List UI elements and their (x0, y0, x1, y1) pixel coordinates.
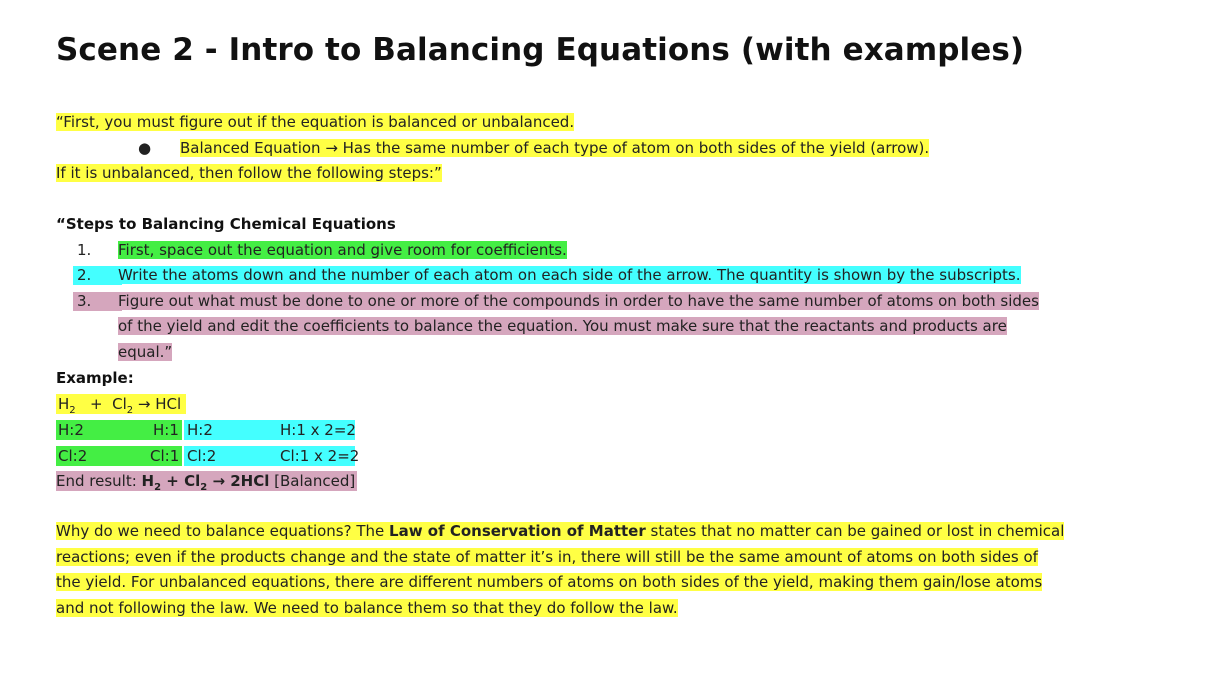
result-suffix: [Balanced] (269, 472, 356, 490)
law-line-2 (56, 548, 1038, 567)
row1-c: H:2 (187, 421, 213, 439)
result-cl-sub: 2 (200, 482, 208, 493)
result-prefix: End result: (56, 472, 142, 490)
intro-line-3 (56, 164, 442, 183)
step-3-number: 3. (73, 292, 122, 311)
row1-a: H:2 (58, 421, 84, 439)
example-label: Example: (56, 369, 134, 387)
intro-text-1: “First, you must figure out if the equation is balanced or unbalanced. (56, 113, 575, 131)
row1-d: H:1 x 2=2 (280, 421, 356, 439)
example-row-1 (56, 420, 355, 440)
eq-arrow-product: → HCl (137, 395, 182, 413)
eq-h-sub: 2 (69, 405, 76, 416)
example-row-2 (56, 446, 360, 466)
row1-b: H:1 (153, 421, 179, 439)
step-3-text-2: of the yield and edit the coefficients to balance the equation. You must make sure that the reactants and products are (118, 317, 1007, 335)
step-1 (118, 241, 567, 260)
intro-bullet-text: Balanced Equation → Has the same number of each type of atom on both sides of the yield (arrow). (180, 139, 930, 157)
result-plus-cl: + Cl (161, 472, 201, 490)
intro-text-3: If it is unbalanced, then follow the following steps:” (56, 164, 442, 182)
law-name: Law of Conservation of Matter (389, 522, 646, 540)
law-line-1 (56, 522, 1064, 541)
row2-a: Cl:2 (58, 447, 88, 465)
eq-cl: Cl (112, 395, 127, 413)
eq-cl-sub: 2 (126, 405, 134, 416)
example-result (56, 471, 357, 491)
intro-line-1 (56, 113, 574, 132)
result-h-sub: 2 (154, 482, 162, 493)
row2-b: Cl:1 (150, 447, 180, 465)
eq-plus: + (89, 395, 103, 413)
step-2 (118, 266, 1021, 285)
law-question: Why do we need to balance equations? The (56, 522, 390, 540)
law-text-4: and not following the law. We need to balance them so that they do follow the law. (56, 599, 678, 617)
row1-right (184, 420, 355, 440)
law-line-4 (56, 599, 678, 618)
row2-d: Cl:1 x 2=2 (280, 447, 360, 465)
step-2-number: 2. (73, 266, 122, 285)
row2-left (56, 446, 182, 466)
intro-bullet (180, 139, 929, 158)
result-arrow: → 2HCl (207, 472, 270, 490)
step-1-number: 1. (77, 241, 92, 259)
law-line-3 (56, 573, 1042, 592)
example-equation (56, 394, 186, 414)
law-text-3: the yield. For unbalanced equations, there are different numbers of atoms on both sides of the yield, making them gain/lose atoms (56, 573, 1043, 591)
result-h: H (141, 472, 155, 490)
step-3-line-1 (118, 292, 1039, 311)
step-3-text-3: equal.” (118, 343, 173, 361)
steps-heading: “Steps to Balancing Chemical Equations (56, 215, 396, 233)
step-3-line-3 (118, 343, 172, 362)
row2-right (184, 446, 360, 466)
eq-h: H (58, 395, 70, 413)
step-1-text: First, space out the equation and give room for coefficients. (118, 241, 567, 259)
step-3-text-1: Figure out what must be done to one or more of the compounds in order to have the same number of atoms on both sides (118, 292, 1039, 310)
step-3-line-2 (118, 317, 1007, 336)
law-text-2: reactions; even if the products change and the state of matter it’s in, there will still be the same amount of atoms on both sides of (56, 548, 1038, 566)
row1-left (56, 420, 182, 440)
page-title: Scene 2 - Intro to Balancing Equations (with examples) (56, 32, 1025, 68)
step-2-text: Write the atoms down and the number of each atom on each side of the arrow. The quantity is shown by the subscripts. (118, 266, 1021, 284)
intro-bullet-marker: ● (138, 139, 152, 157)
row2-c: Cl:2 (187, 447, 217, 465)
law-rest-1: states that no matter can be gained or lost in chemical (645, 522, 1065, 540)
